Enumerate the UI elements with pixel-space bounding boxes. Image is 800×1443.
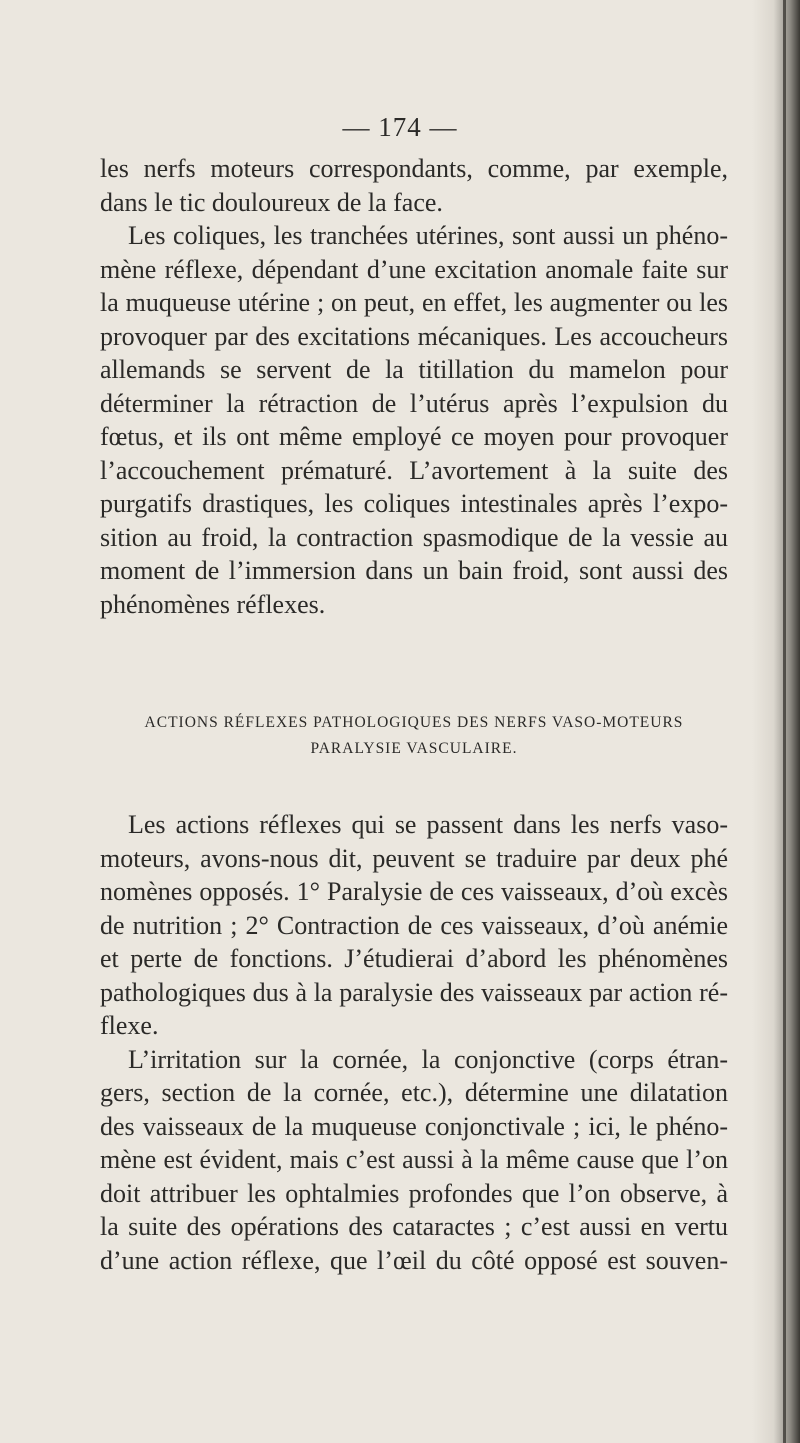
text-line: nomènes opposés. 1° Paralysie de ces vaisseaux, d’où excès (100, 877, 728, 906)
text-line: les nerfs moteurs correspondants, comme, par exemple, (100, 154, 728, 183)
section-heading-line-2: PARALYSIE VASCULAIRE. (310, 740, 518, 757)
text-line: la suite des opérations des cataractes ; c’est aussi en vertu (100, 1212, 728, 1241)
text-line: gers, section de la cornée, etc.), détermine une dilatation (100, 1078, 728, 1107)
section-heading (100, 710, 728, 762)
text-line: et perte de fonctions. J’étudierai d’abord les phénomènes (100, 944, 728, 973)
text-line: allemands se servent de la titillation du mamelon pour (100, 355, 728, 384)
text-line: Les actions réflexes qui se passent dans les nerfs vaso- (128, 810, 728, 839)
page-edge-shadow (752, 0, 800, 1443)
bottom-text-block (100, 808, 728, 1277)
page-number: — 174 — (342, 112, 458, 142)
text-line: L’irritation sur la cornée, la conjonctive (corps étran- (128, 1044, 728, 1074)
text-line: d’une action réflexe, que l’œil du côté opposé est souven- (100, 1245, 728, 1275)
text-line: fœtus, et ils ont même employé ce moyen pour provoquer (100, 422, 728, 451)
text-line: phénomènes réflexes. (100, 589, 326, 619)
section-heading-line-1: ACTIONS RÉFLEXES PATHOLOGIQUES DES NERFS VASO-MOTEURS (144, 714, 684, 731)
text-line: purgatifs drastiques, les coliques intestinales après l’expo- (100, 489, 728, 518)
text-line: de nutrition ; 2° Contraction de ces vaisseaux, d’où anémie (100, 910, 728, 940)
text-line: dans le tic douloureux de la face. (100, 187, 443, 217)
text-line: sition au froid, la contraction spasmodique de la vessie au (100, 522, 728, 552)
text-line: l’accouchement prématuré. L’avortement à la suite des (100, 455, 728, 485)
text-line: moteurs, avons-nous dit, peuvent se traduire par deux phé (100, 843, 728, 873)
text-line: Les coliques, les tranchées utérines, sont aussi un phéno- (128, 221, 728, 250)
text-line: doit attribuer les ophtalmies profondes que l’on observe, à (100, 1178, 728, 1208)
text-line: moment de l’immersion dans un bain froid, sont aussi des (100, 556, 728, 585)
top-text-block (100, 152, 728, 621)
text-line: la muqueuse utérine ; on peut, en effet, les augmenter ou les (100, 288, 728, 317)
page-edge-line (783, 0, 786, 1443)
text-line: flexe. (100, 1011, 159, 1040)
text-line: mène réflexe, dépendant d’une excitation anomale faite sur (100, 254, 728, 284)
text-line: pathologiques dus à la paralysie des vaisseaux par action ré- (100, 977, 728, 1007)
text-line: des vaisseaux de la muqueuse conjonctivale ; ici, le phéno- (100, 1111, 728, 1141)
text-line: provoquer par des excitations mécaniques. Les accoucheurs (100, 321, 728, 351)
text-line: mène est évident, mais c’est aussi à la même cause que l’on (100, 1145, 728, 1174)
text-line: déterminer la rétraction de l’utérus après l’expulsion du (100, 388, 728, 418)
